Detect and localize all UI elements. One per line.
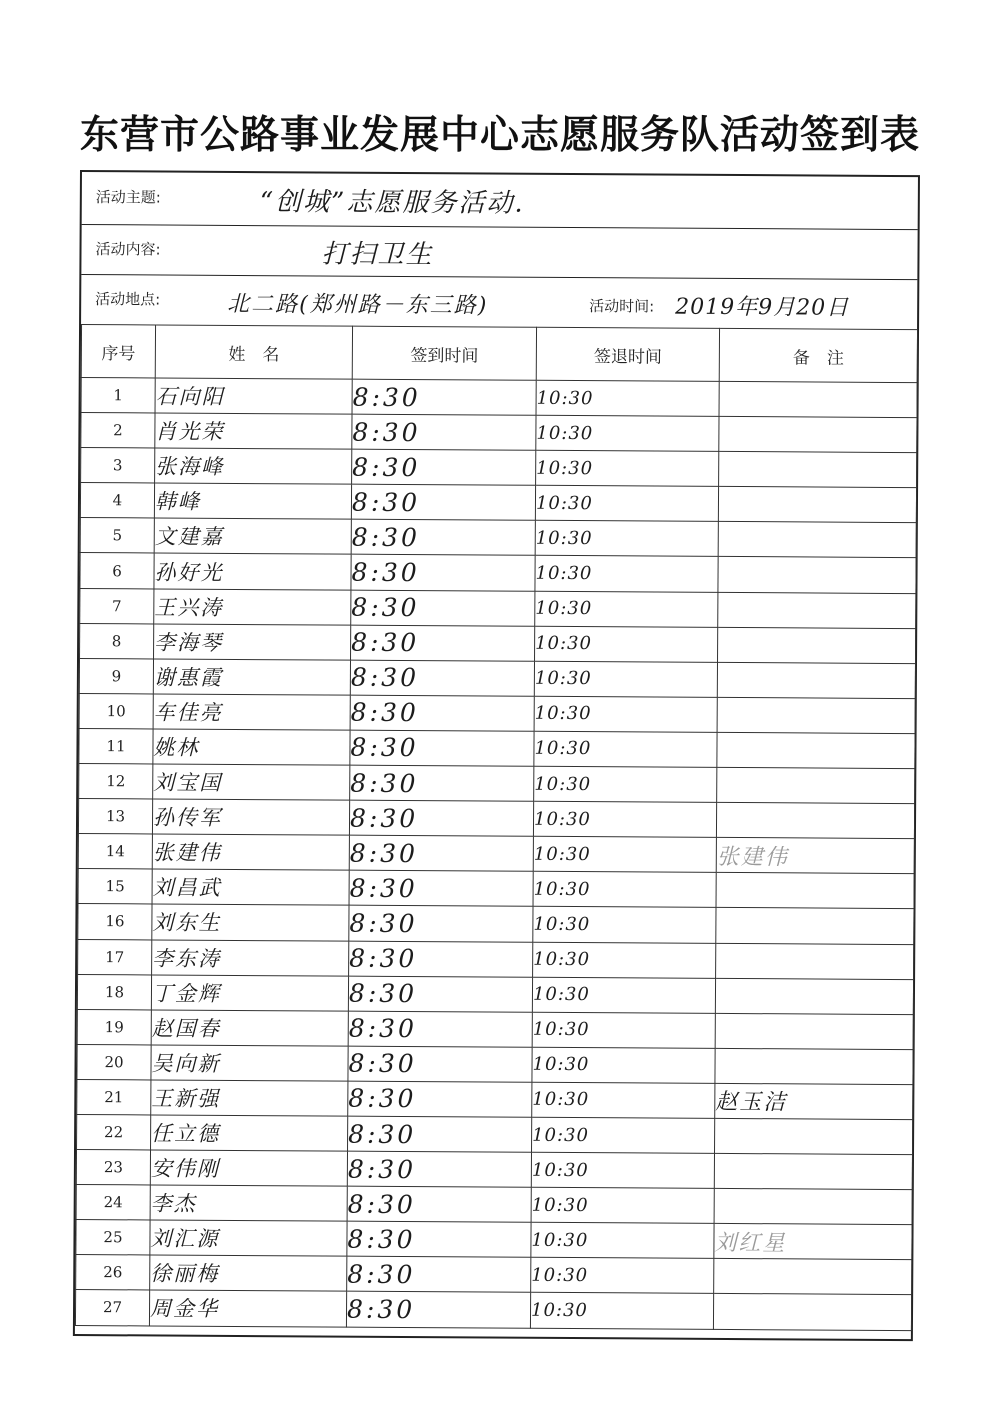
row-number: 19 xyxy=(77,1009,151,1045)
remark xyxy=(717,662,915,698)
row-number: 1 xyxy=(81,378,155,414)
sign-in-time: 8:30 xyxy=(352,449,536,485)
time-label: 活动时间: xyxy=(589,297,655,316)
row-number: 4 xyxy=(80,483,154,519)
row-number: 10 xyxy=(79,693,153,729)
sign-in-time: 8:30 xyxy=(348,1046,532,1082)
content-row xyxy=(81,224,917,280)
sign-in-time: 8:30 xyxy=(349,835,533,871)
remark xyxy=(714,1153,912,1189)
remark xyxy=(715,1048,913,1084)
table-row xyxy=(81,448,917,488)
remark xyxy=(716,943,914,979)
table-row xyxy=(79,764,915,804)
table-row xyxy=(76,1255,912,1295)
signature-name: 刘宝国 xyxy=(153,764,350,800)
table-row xyxy=(77,1079,913,1119)
signature-name: 刘昌武 xyxy=(152,869,349,905)
table-row xyxy=(80,518,916,558)
row-number: 16 xyxy=(78,904,152,940)
sign-in-time: 8:30 xyxy=(347,1256,531,1292)
table-body xyxy=(75,378,917,1331)
remark xyxy=(718,627,916,663)
table-row xyxy=(76,1220,912,1260)
sign-out-time: 10:30 xyxy=(530,1293,713,1329)
table-row xyxy=(81,378,917,418)
signature-name: 张海峰 xyxy=(155,448,352,484)
table-row xyxy=(78,834,914,874)
sign-out-time: 10:30 xyxy=(534,696,717,732)
table-row xyxy=(81,413,917,453)
sign-in-time: 8:30 xyxy=(346,1292,530,1328)
sign-in-time: 8:30 xyxy=(351,520,535,556)
row-number: 9 xyxy=(79,658,153,694)
sign-out-time: 10:30 xyxy=(534,766,717,802)
signature-name: 石向阳 xyxy=(155,378,352,414)
signature-name: 刘汇源 xyxy=(150,1220,347,1256)
sign-out-time: 10:30 xyxy=(532,1082,715,1118)
sign-in-time: 8:30 xyxy=(351,555,535,591)
row-number: 5 xyxy=(80,518,154,554)
sign-in-time: 8:30 xyxy=(352,414,536,450)
row-number: 13 xyxy=(78,799,152,835)
signature-name: 车佳亮 xyxy=(153,694,350,730)
row-number: 23 xyxy=(76,1150,150,1186)
time-value: 2019年9月20日 xyxy=(675,294,850,321)
remark xyxy=(715,978,913,1014)
remark xyxy=(719,452,917,488)
sign-out-time: 10:30 xyxy=(533,907,716,943)
table-row xyxy=(80,623,916,663)
sign-out-time: 10:30 xyxy=(532,1012,715,1048)
sign-in-time: 8:30 xyxy=(351,484,535,520)
sign-in-time: 8:30 xyxy=(347,1186,531,1222)
sign-out-time: 10:30 xyxy=(533,942,716,978)
remark xyxy=(717,697,915,733)
signature-name: 任立德 xyxy=(151,1115,348,1151)
remark xyxy=(718,487,916,523)
theme-label: 活动主题: xyxy=(95,188,161,207)
row-number: 11 xyxy=(79,728,153,764)
sign-out-time: 10:30 xyxy=(531,1152,714,1188)
remark xyxy=(719,381,917,417)
sign-in-time: 8:30 xyxy=(350,765,534,801)
header-remarks: 备 注 xyxy=(719,328,917,382)
table-row xyxy=(79,658,915,698)
signature-name: 赵国春 xyxy=(151,1010,348,1046)
row-number: 3 xyxy=(81,448,155,484)
remark xyxy=(718,557,916,593)
signature-name: 李海琴 xyxy=(154,624,351,660)
remark xyxy=(717,732,915,768)
sign-out-time: 10:30 xyxy=(535,521,718,557)
signature-name: 徐丽梅 xyxy=(150,1255,347,1291)
theme-value: “创城”志愿服务活动. xyxy=(259,187,525,219)
sign-out-time: 10:30 xyxy=(536,415,719,451)
remark xyxy=(718,592,916,628)
remark xyxy=(715,1013,913,1049)
sign-out-time: 10:30 xyxy=(536,380,719,416)
table-row xyxy=(79,693,915,733)
table-row xyxy=(78,939,914,979)
signature-name: 张建伟 xyxy=(152,834,349,870)
sign-in-time: 8:30 xyxy=(350,730,534,766)
sign-out-time: 10:30 xyxy=(532,1047,715,1083)
sign-in-time: 8:30 xyxy=(348,1116,532,1152)
signature-name: 文建嘉 xyxy=(154,518,351,554)
row-number: 21 xyxy=(77,1079,151,1115)
row-number: 17 xyxy=(78,939,152,975)
table-header-row xyxy=(81,325,917,383)
sign-in-time: 8:30 xyxy=(348,976,532,1012)
table-row xyxy=(78,904,914,944)
sign-in-time: 8:30 xyxy=(351,625,535,661)
header-sign-out: 签退时间 xyxy=(536,327,719,381)
location-label: 活动地点: xyxy=(95,290,161,309)
sign-out-time: 10:30 xyxy=(533,872,716,908)
row-number: 6 xyxy=(80,553,154,589)
sign-out-time: 10:30 xyxy=(532,977,715,1013)
remark: 刘红星 xyxy=(714,1224,912,1260)
sign-out-time: 10:30 xyxy=(531,1187,714,1223)
location-row xyxy=(81,274,917,329)
row-number: 2 xyxy=(81,413,155,449)
row-number: 26 xyxy=(76,1255,150,1291)
sign-in-sheet xyxy=(73,170,920,1341)
remark: 张建伟 xyxy=(716,838,914,874)
signature-name: 孙好光 xyxy=(154,553,351,589)
table-row xyxy=(79,728,915,768)
sign-out-time: 10:30 xyxy=(533,837,716,873)
table-row xyxy=(77,1044,913,1084)
theme-row xyxy=(82,172,918,230)
sign-out-time: 10:30 xyxy=(531,1258,714,1294)
attendance-table xyxy=(75,324,918,1331)
sign-in-time: 8:30 xyxy=(347,1151,531,1187)
sign-in-time: 8:30 xyxy=(349,870,533,906)
sign-out-time: 10:30 xyxy=(534,731,717,767)
sign-out-time: 10:30 xyxy=(535,486,718,522)
row-number: 27 xyxy=(75,1290,149,1326)
signature-name: 丁金辉 xyxy=(151,975,348,1011)
row-number: 15 xyxy=(78,869,152,905)
remark xyxy=(715,1118,913,1154)
row-number: 12 xyxy=(79,764,153,800)
sign-out-time: 10:30 xyxy=(532,1117,715,1153)
sign-out-time: 10:30 xyxy=(535,556,718,592)
table-row xyxy=(80,588,916,628)
sign-out-time: 10:30 xyxy=(534,661,717,697)
row-number: 8 xyxy=(80,623,154,659)
sign-in-time: 8:30 xyxy=(349,800,533,836)
sign-in-time: 8:30 xyxy=(350,660,534,696)
table-row xyxy=(77,974,913,1014)
content-value: 打扫卫生 xyxy=(321,239,434,271)
signature-name: 姚林 xyxy=(153,729,350,765)
row-number: 25 xyxy=(76,1220,150,1256)
sign-in-time: 8:30 xyxy=(351,590,535,626)
header-name: 姓 名 xyxy=(155,325,352,379)
header-index: 序号 xyxy=(81,325,155,378)
signature-name: 周金华 xyxy=(149,1290,346,1326)
signature-name: 谢惠霞 xyxy=(153,659,350,695)
remark: 赵玉洁 xyxy=(715,1083,913,1119)
sheet-title: 东营市公路事业发展中心志愿服务队活动签到表 xyxy=(79,112,920,158)
sign-out-time: 10:30 xyxy=(535,591,718,627)
remark xyxy=(718,522,916,558)
sign-out-time: 10:30 xyxy=(533,801,716,837)
table-row xyxy=(78,869,914,909)
sign-in-time: 8:30 xyxy=(347,1221,531,1257)
signature-name: 李东涛 xyxy=(152,939,349,975)
row-number: 22 xyxy=(77,1114,151,1150)
remark xyxy=(717,767,915,803)
table-row xyxy=(77,1114,913,1154)
table-row xyxy=(80,553,916,593)
table-row xyxy=(76,1185,912,1225)
content-label: 活动内容: xyxy=(95,240,161,259)
table-row xyxy=(75,1290,911,1330)
sign-in-time: 8:30 xyxy=(352,379,536,415)
signature-name: 刘东生 xyxy=(152,904,349,940)
row-number: 18 xyxy=(77,974,151,1010)
remark xyxy=(716,803,914,839)
table-row xyxy=(76,1150,912,1190)
signature-name: 吴向新 xyxy=(151,1045,348,1081)
remark xyxy=(714,1189,912,1225)
sign-in-time: 8:30 xyxy=(350,695,534,731)
sign-in-time: 8:30 xyxy=(348,1081,532,1117)
sign-in-time: 8:30 xyxy=(349,906,533,942)
signature-name: 安伟刚 xyxy=(150,1150,347,1186)
signature-name: 王兴涛 xyxy=(154,589,351,625)
signature-name: 肖光荣 xyxy=(155,413,352,449)
sign-in-time: 8:30 xyxy=(349,941,533,977)
remark xyxy=(716,873,914,909)
row-number: 24 xyxy=(76,1185,150,1221)
sign-in-time: 8:30 xyxy=(348,1011,532,1047)
signature-name: 李杰 xyxy=(150,1185,347,1221)
location-value: 北二路(郑州路－东三路) xyxy=(227,291,489,319)
row-number: 20 xyxy=(77,1044,151,1080)
row-number: 7 xyxy=(80,588,154,624)
table-row xyxy=(80,483,916,523)
remark xyxy=(716,908,914,944)
signature-name: 韩峰 xyxy=(154,483,351,519)
header-sign-in: 签到时间 xyxy=(352,326,536,380)
sign-out-time: 10:30 xyxy=(536,450,719,486)
signature-name: 王新强 xyxy=(151,1080,348,1116)
table-row xyxy=(78,799,914,839)
row-number: 14 xyxy=(78,834,152,870)
table-row xyxy=(77,1009,913,1049)
signature-name: 孙传军 xyxy=(152,799,349,835)
sign-out-time: 10:30 xyxy=(535,626,718,662)
remark xyxy=(719,417,917,453)
sign-out-time: 10:30 xyxy=(531,1223,714,1259)
remark xyxy=(714,1259,912,1295)
remark xyxy=(713,1294,911,1330)
